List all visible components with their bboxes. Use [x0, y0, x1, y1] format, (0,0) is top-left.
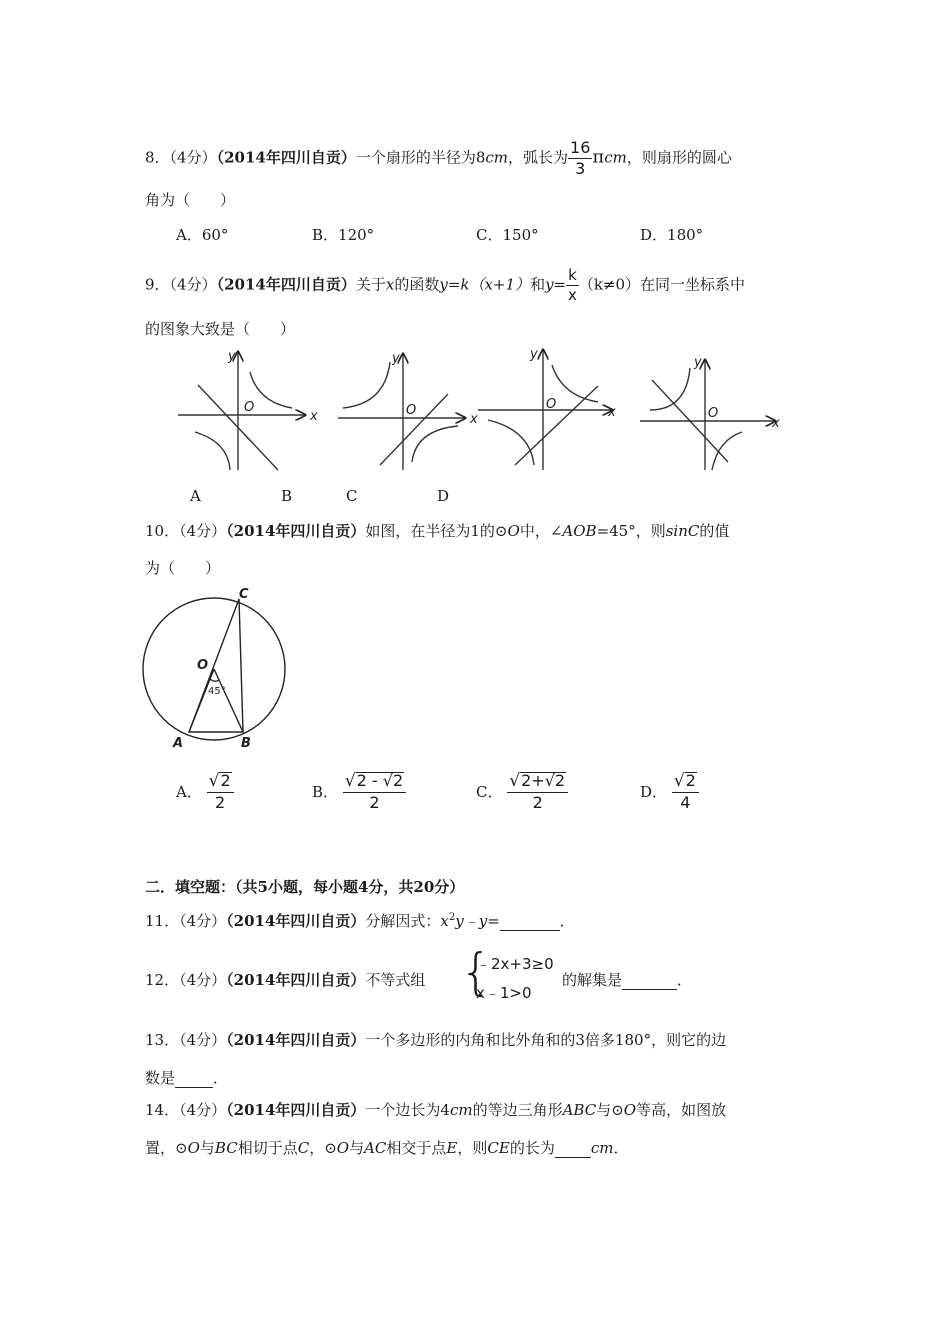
q10-option-b-num: 2 - √2	[356, 771, 404, 790]
q8-unit-cm: cm	[485, 148, 509, 167]
q14-number: 14．	[145, 1101, 180, 1119]
q13-line2-text: 数是	[145, 1069, 176, 1087]
q14-l2a: 置，⊙	[145, 1139, 188, 1157]
q10-option-c-den: 2	[532, 793, 543, 812]
q14-t3: 与⊙	[596, 1101, 624, 1119]
left-brace-icon: {	[460, 943, 492, 1001]
q10-radius-ob	[214, 669, 243, 732]
q9-label-d[interactable]: D	[437, 487, 450, 505]
q10-number: 10．	[145, 522, 180, 540]
sqrt-icon: √	[208, 771, 220, 791]
graph-d-y-label: y	[694, 355, 702, 370]
q14-answer-blank[interactable]	[555, 1139, 591, 1158]
q14-e: E	[446, 1139, 458, 1157]
q8-unit-cm2: cm	[604, 148, 627, 167]
q13-answer-blank[interactable]	[175, 1069, 213, 1088]
q9-y: y=	[545, 275, 567, 294]
q10-option-d-frac	[672, 772, 699, 811]
q8-frac-den: 3	[575, 159, 586, 178]
q11-end: ．	[559, 912, 575, 930]
q14-l2d: ，⊙	[309, 1139, 337, 1157]
q10-figure	[135, 582, 295, 752]
graph-a-x-label: x	[310, 409, 318, 424]
q12-text2: 的解集是	[562, 971, 623, 989]
q10-t4: 的值	[699, 522, 730, 540]
q8-option-c[interactable]: C．150°	[476, 226, 539, 244]
q9-graphs	[0, 345, 950, 485]
graph-d-x-label: x	[772, 416, 780, 431]
q14-l2f: 相交于点	[386, 1139, 447, 1157]
q14-c: C	[297, 1139, 310, 1157]
graph-b-y-label: y	[392, 351, 400, 366]
q10-option-c-frac	[507, 772, 568, 811]
q14-ce: CE	[487, 1139, 510, 1157]
q10-aob: AOB	[562, 522, 597, 540]
q13-source: （2014年四川自贡）	[226, 1031, 366, 1049]
q9-label-c[interactable]: C	[346, 487, 358, 505]
q9-t4: 在同一坐标系中	[640, 275, 746, 294]
q11-expr-rest: y﹣y=	[455, 912, 500, 930]
q8-stem-c: ，则扇形的圆心	[626, 148, 732, 167]
q10-source: （2014年四川自贡）	[226, 522, 366, 540]
q14-source: （2014年四川自贡）	[226, 1101, 366, 1119]
q9-t1: 关于	[355, 275, 386, 294]
q11-source: （2014年四川自贡）	[226, 912, 366, 930]
q8-stem-a: 一个扇形的半径为8	[355, 148, 486, 167]
q10-option-a-num: 2	[220, 771, 231, 790]
q14-score: （4分）	[179, 1101, 227, 1119]
q14-line1	[145, 1099, 726, 1120]
q10-option-c[interactable]	[476, 772, 568, 811]
q14-bc: BC	[214, 1139, 238, 1157]
q14-l2o: O	[187, 1139, 200, 1157]
q8-number: 8．	[145, 148, 170, 167]
q8-fraction	[568, 140, 592, 177]
q10-radius-oa	[189, 669, 214, 732]
q14-l2o2: O	[336, 1139, 350, 1157]
q8-line1	[145, 140, 732, 177]
q11-line	[145, 910, 575, 931]
q12-inequality-1: ﹣2x+3≥0	[476, 955, 554, 973]
graph-b-x-label: x	[470, 412, 478, 427]
q13-line1	[145, 1029, 726, 1050]
q9-x: x	[385, 275, 395, 294]
q14-o: O	[623, 1101, 637, 1119]
q10-option-d[interactable]	[640, 772, 699, 811]
q10-option-b-letter: B．	[312, 783, 339, 801]
q14-l2c: 相切于点	[237, 1139, 298, 1157]
q10-option-b-den: 2	[369, 793, 380, 812]
graph-a-origin: O	[244, 400, 255, 415]
q9-frac-den: x	[568, 286, 577, 304]
graph-a[interactable]	[178, 352, 305, 470]
q10-option-a-frac	[207, 772, 234, 811]
q13-score: （4分）	[179, 1031, 227, 1049]
q10-option-c-letter: C．	[476, 783, 503, 801]
q14-l2e: 与	[349, 1139, 365, 1157]
q9-label-b[interactable]: B	[281, 487, 293, 505]
q10-option-d-num: 2	[685, 771, 696, 790]
q10-label-c: C	[239, 587, 249, 602]
q12-end: ．	[677, 971, 693, 989]
q11-text: 分解因式：	[365, 912, 441, 930]
graph-c-x-label: x	[608, 405, 616, 420]
q14-ac: AC	[364, 1139, 387, 1157]
q12-text: 不等式组	[365, 971, 426, 989]
graph-a-y-label: y	[228, 349, 236, 364]
q12-answer-blank[interactable]	[622, 971, 677, 990]
q10-option-d-den: 4	[680, 793, 691, 812]
q9-source: （2014年四川自贡）	[216, 275, 356, 294]
q10-t2: 中，∠	[519, 522, 563, 540]
q14-t2: 的等边三角形	[472, 1101, 563, 1119]
q14-l2h: 的长为	[509, 1139, 555, 1157]
q10-score: （4分）	[179, 522, 227, 540]
q8-source: （2014年四川自贡）	[216, 148, 356, 167]
q14-cm2: cm	[590, 1139, 614, 1157]
graph-b-origin: O	[406, 403, 417, 418]
q12-system	[460, 943, 560, 1006]
q10-label-b: B	[241, 736, 251, 751]
graph-c[interactable]	[478, 350, 612, 470]
q10-option-c-num: 2+√2	[521, 771, 566, 790]
q10-angle-arc	[210, 679, 219, 681]
q11-number: 11．	[145, 912, 180, 930]
q14-t1: 一个边长为4	[365, 1101, 450, 1119]
q10-angle-label: 45°	[208, 686, 226, 697]
sqrt-icon: √	[344, 771, 356, 791]
q8-frac-num: 16	[570, 138, 591, 157]
q9-line2: 的图象大致是（ ）	[145, 320, 296, 338]
q9-number: 9．	[145, 275, 170, 294]
q8-stem-b: ，弧长为	[508, 148, 569, 167]
q10-o: O	[507, 522, 520, 540]
q10-t3: =45°，则	[596, 522, 666, 540]
q12-inequality-2: x﹣1>0	[476, 984, 532, 1002]
q9-t2: 的函数	[394, 275, 440, 294]
q9-f1: y=k（x+1）	[439, 275, 531, 294]
q10-option-d-letter: D．	[640, 783, 668, 801]
graph-c-y-label: y	[530, 347, 538, 362]
graph-d-origin: O	[708, 406, 719, 421]
q9-cond: （k≠0）	[578, 275, 641, 294]
q9-label-a[interactable]: A	[190, 487, 201, 505]
q11-expr-x: x	[440, 912, 449, 930]
q12-score: （4分）	[179, 971, 227, 989]
q14-t4: 等高，如图放	[636, 1101, 727, 1119]
q9-line1	[145, 268, 745, 303]
q12-tail	[562, 969, 692, 990]
q11-exponent: 2	[448, 912, 456, 923]
graph-c-origin: O	[546, 397, 557, 412]
q10-option-b[interactable]	[312, 772, 406, 811]
q10-option-a-letter: A．	[176, 783, 202, 801]
q10-option-a-den: 2	[215, 793, 226, 812]
q13-number: 13．	[145, 1031, 180, 1049]
q10-label-a: A	[173, 736, 184, 751]
sqrt-icon: √	[673, 771, 685, 791]
q12-number: 12．	[145, 971, 180, 989]
q9-frac-num: k	[568, 266, 577, 284]
q10-sinc: sinC	[665, 522, 700, 540]
q14-abc: ABC	[562, 1101, 597, 1119]
q10-option-b-frac	[343, 772, 406, 811]
q9-t3: 和	[530, 275, 546, 294]
q8-pi: π	[592, 146, 605, 168]
q8-option-a[interactable]: A．60°	[176, 226, 229, 244]
section-fill-in-title: 二．填空题：（共5小题，每小题4分，共20分）	[145, 878, 465, 896]
q14-cm: cm	[449, 1101, 473, 1119]
q14-end: ．	[613, 1139, 629, 1157]
q14-l2b: 与	[199, 1139, 215, 1157]
graph-b[interactable]	[338, 354, 465, 470]
q11-score: （4分）	[179, 912, 227, 930]
q10-label-o: O	[197, 658, 209, 673]
q9-fraction	[566, 268, 579, 303]
q10-line1	[145, 520, 729, 541]
q11-answer-blank[interactable]	[500, 912, 560, 931]
q14-l2g: ，则	[457, 1139, 488, 1157]
sqrt-icon: √	[509, 771, 521, 791]
q8-option-d[interactable]: D．180°	[640, 226, 704, 244]
q12-line	[145, 969, 425, 990]
q9-score: （4分）	[169, 275, 217, 294]
q13-line2	[145, 1067, 228, 1088]
q14-line2	[145, 1137, 628, 1158]
q8-option-b[interactable]: B．120°	[312, 226, 375, 244]
q8-line2: 角为（ ）	[145, 191, 236, 209]
q10-t1: 如图，在半径为1的⊙	[365, 522, 508, 540]
q13-text: 一个多边形的内角和比外角和的3倍多180°，则它的边	[365, 1031, 727, 1049]
q13-end: ．	[213, 1069, 229, 1087]
q8-score: （4分）	[169, 148, 217, 167]
q10-option-a[interactable]	[176, 772, 234, 811]
q12-source: （2014年四川自贡）	[226, 971, 366, 989]
q10-line2: 为（ ）	[145, 559, 221, 577]
